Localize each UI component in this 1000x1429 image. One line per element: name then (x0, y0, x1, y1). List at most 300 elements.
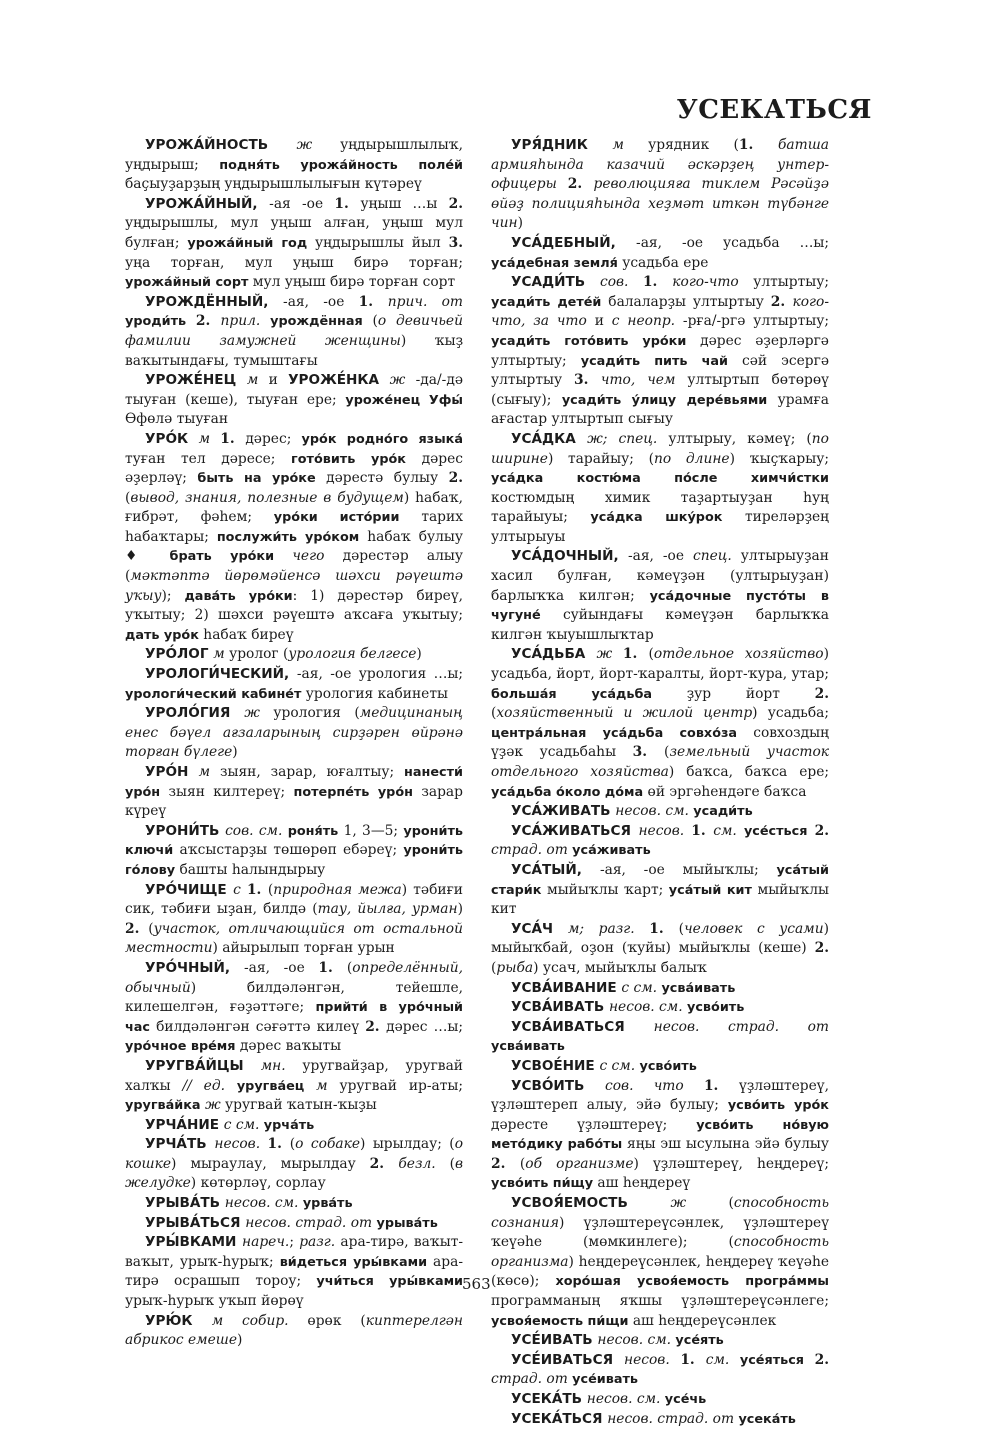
phrase: усво́ить но́вую мето́дику рабо́ты (491, 1117, 829, 1153)
headword: УРЯ́ДНИК (511, 137, 613, 153)
grammar-note: киптерелгән абрикос емеше (125, 1312, 463, 1349)
grammar-note: м собир. (211, 1312, 308, 1329)
dictionary-entry (125, 1312, 463, 1351)
text-run: дәрестә булыу (315, 470, 449, 487)
text-run: дәрес ваҡыты (235, 1038, 342, 1055)
text-run: ( (289, 1136, 296, 1153)
phrase: уро́чное вре́мя (125, 1039, 236, 1055)
text-run: ) көтөрләү, сорлау (190, 1175, 326, 1192)
text-run: өрөк ( (307, 1312, 366, 1329)
phrase: ви́деться уры́вками (279, 1254, 428, 1270)
text-run: -ая, -ое мыйыҡлы; (599, 861, 777, 878)
text-run: зарар күреү (125, 783, 463, 820)
headword: УРО́ЧИЩЕ (145, 881, 234, 898)
text-run (804, 1352, 815, 1368)
text-run: ( (449, 1155, 455, 1172)
text-run: ( (491, 959, 497, 976)
grammar-note: несов. (624, 1351, 681, 1368)
dictionary-entry (491, 1390, 829, 1410)
phrase: усе́сться (743, 823, 808, 839)
phrase: урыва́ть (376, 1215, 438, 1231)
text-run: уңа торған, мул уңыш бирә торған; (125, 254, 463, 271)
text-run: суйындағы кәмеүҙән барлыҡҡа килгән ҡыуышлыҡтар (491, 607, 829, 643)
grammar-note: определённый, обычный (125, 959, 463, 996)
phrase: усво́ить пи́щу (491, 1176, 594, 1192)
sense-number: 2. (448, 470, 463, 487)
grammar-note: нареч. (242, 1234, 290, 1251)
grammar-note: революцияға тиклем Рәсәйҙә өйәҙ полицияһында хеҙмәт иткән түбәнге чин (491, 176, 829, 232)
sense-number: 2. (814, 685, 829, 702)
dictionary-entry (491, 861, 829, 920)
sense-number: 1. (318, 959, 347, 976)
text-run: ; (289, 1234, 300, 1251)
grammar-note: об организме (525, 1155, 634, 1172)
grammar-note: с см. (621, 979, 662, 996)
page-number: 563 (462, 1275, 491, 1293)
phrase: усва́ивать (661, 980, 736, 996)
phrase: усво́ить (639, 1058, 697, 1074)
headword: УРОЛОГИ́ЧЕСКИЙ, (145, 666, 297, 683)
phrase: усвоя́емость пи́щи (491, 1313, 629, 1329)
phrase: урожа́йный сорт (125, 275, 249, 291)
phrase: подня́ть урожа́йность поле́й (219, 157, 463, 173)
phrase: гото́вить уро́к (291, 451, 406, 467)
grammar-note: урология белгесе (288, 646, 417, 663)
grammar-note: человек с усами (684, 920, 824, 937)
sense-number: 1. (246, 881, 268, 898)
grammar-note: м (316, 1077, 340, 1094)
grammar-note: о кошке (125, 1136, 463, 1172)
text-run: дәрестәр алыу ( (125, 548, 464, 585)
grammar-note: кого-что (672, 274, 754, 291)
headword: УСВА́ИВАТЬ (511, 999, 609, 1016)
sense-number: 3. (632, 744, 665, 761)
text-run: урамға ағастар ултыртып сығыу (491, 391, 829, 428)
grammar-note: спец. (692, 548, 741, 565)
sense-number: 2. (448, 195, 463, 212)
text-run: ( (346, 959, 353, 976)
grammar-note: // ед. (182, 1077, 237, 1094)
text-run: ( (148, 920, 154, 937)
text-run: аш һеңдереүсәнлек (628, 1312, 777, 1329)
text-run: ҙур йорт (652, 685, 815, 702)
grammar-note: кого-что, за что (491, 293, 829, 330)
headword: УРЧА́НИЕ (145, 1116, 224, 1133)
text-run: уңдырышлылыҡ, уңдырыш; (125, 137, 463, 173)
headword: УСЕКА́ТЬ (511, 1391, 587, 1407)
text-run: и (594, 313, 612, 330)
text-run: ) мыйыҡбай, оҙон (ҡуйы) мыйыҡлы (кеше) (491, 920, 829, 957)
dictionary-entry (125, 645, 463, 665)
phrase: урча́ть (263, 1117, 315, 1133)
text-run: мул уңыш бирә торған сорт (248, 274, 456, 291)
grammar-note: м (612, 137, 649, 153)
headword: УСА́ЖИВАТЬСЯ (511, 822, 639, 839)
dictionary-entry (125, 822, 463, 881)
text-run: ( (267, 881, 274, 898)
sense-number: 2. (567, 176, 594, 193)
phrase: уругва́йка (125, 1098, 201, 1114)
grammar-note: сов. (599, 274, 643, 291)
grammar-note: способность организма (491, 1234, 829, 1270)
dictionary-entry (491, 1057, 829, 1077)
text-run (274, 548, 292, 564)
text-run: урология ( (273, 705, 360, 722)
text-run: мыйыҡлы ҡарт; (541, 881, 669, 898)
phrase: усе́ивать (572, 1372, 638, 1388)
text-run: уңдырышлы йыл (307, 234, 449, 251)
sense-number: 2. (814, 940, 829, 957)
text-run: ) усач, мыйыҡлы балыҡ (533, 959, 707, 976)
grammar-note: чего (292, 548, 325, 565)
grammar-note: с см. (599, 1057, 640, 1074)
dictionary-entry (491, 1077, 829, 1195)
grammar-note: отдельное хозяйство (653, 646, 824, 663)
text-run: и (268, 372, 289, 389)
text-run: ) ырылдау; ( (360, 1136, 455, 1153)
text-run: совхоздың үҙәк усадьбаһы (491, 724, 829, 761)
text-run: ) һабаҡ, ғибрәт, фәһем; (125, 489, 464, 526)
grammar-note: м; разг. (567, 920, 650, 937)
dictionary-entry (125, 881, 463, 959)
dictionary-entry (491, 1410, 829, 1429)
headword: УРОЖА́ЙНОСТЬ (145, 137, 297, 153)
text-run: ) ҡыҫҡарыу; (729, 450, 830, 467)
text-run: урядник ( (648, 137, 739, 153)
sense-number: 1. (220, 430, 246, 447)
headword: УРО́Н (145, 764, 199, 780)
text-run: усадьба ере (617, 254, 709, 271)
text-run: ара-тирә осрашып тороу; (125, 1253, 463, 1290)
dictionary-entry (491, 802, 829, 822)
grammar-note: тау, йылға, урман (317, 901, 458, 918)
dictionary-entry (125, 430, 463, 646)
dictionary-entry (491, 1351, 829, 1390)
dictionary-entry (125, 293, 463, 371)
text-run: ) айырылып торған урын (212, 940, 395, 957)
phrase: усе́ять (675, 1333, 724, 1349)
grammar-note: с неопр. (611, 313, 683, 330)
phrase: быть на уро́ке (197, 471, 316, 487)
phrase: усе́чь (664, 1392, 707, 1407)
headword: УСВОЯ́ЕМОСТЬ (511, 1195, 671, 1212)
text-run: ) мыраулау, мырылдау (171, 1155, 370, 1172)
headword: УСА́ДОЧНЫЙ, (511, 548, 628, 565)
phrase: дава́ть уро́ки (184, 588, 293, 604)
dictionary-entry (125, 1233, 463, 1311)
text-run: ултырыу, кәмеү; ( (668, 430, 812, 447)
text-run: дәрес әҙерләргә ултыртыу; (491, 332, 829, 369)
sense-number: 2. (770, 293, 793, 310)
text-run: тарих һабаҡтары; (125, 509, 463, 545)
grammar-note: вывод, знания, полезные в будущем (130, 489, 404, 506)
phrase: усади́ть у́лицу дере́вьями (561, 392, 768, 408)
text-run: ) усадьба, йорт, йорт-ҡаралты, йорт-ҡура, утар; (491, 646, 829, 683)
headword: УРОНИ́ТЬ (145, 822, 226, 839)
text-run: ) үҙләштереүсәнлек, үҙләштереү ҡеүәһе (мөмкинлеге); ( (491, 1214, 829, 1251)
grammar-note: ж (670, 1195, 729, 1212)
grammar-note: мн. (260, 1057, 303, 1074)
phrase: уса́дка костю́ма по́сле химчи́стки (491, 471, 829, 487)
phrase: урва́ть (302, 1196, 353, 1212)
headword: УРУГВА́ЙЦЫ (145, 1057, 261, 1074)
dictionary-entry (491, 920, 829, 979)
text-run: мыйыҡлы кит (491, 881, 829, 918)
text-run: башты һалындырыу (175, 861, 326, 878)
phrase: брать уро́ки (169, 549, 275, 565)
grammar-note: природная межа (273, 881, 402, 898)
phrase: уса́дьба о́коло до́ма (491, 784, 644, 800)
phrase: уса́живать (572, 843, 651, 859)
sense-number: 1. (358, 293, 388, 310)
headword: УРОЖЕ́НКА (288, 372, 390, 389)
dictionary-entry (491, 1194, 829, 1331)
headword: УРЧА́ТЬ (145, 1136, 215, 1153)
text-run (807, 823, 814, 839)
grammar-note: о девичьей фамилии замужней женщины (125, 313, 463, 349)
phrase: усади́ть дете́й (491, 294, 602, 310)
text-run: -ая, -ое (627, 548, 693, 565)
sense-number: 1. (334, 195, 361, 212)
text-run: ) билдәләнгән, тейешле, килешелгән, ғәҙәттәге; (125, 979, 463, 1016)
text-run: урология кабинеты (301, 685, 448, 702)
text-run: ) үҙләштереү, һеңдереү; (633, 1155, 829, 1172)
grammar-note: см. (705, 1351, 740, 1368)
dictionary-entry (125, 1194, 463, 1214)
sense-number: 3. (574, 372, 601, 389)
text-run: баҫыуҙарҙың уңдырышлылығын күтәреү (125, 176, 422, 193)
text-run: ) (237, 1332, 243, 1349)
phrase: уса́дебная земля́ (491, 255, 618, 271)
grammar-note: по длине (654, 450, 730, 467)
phrase: усека́ть (738, 1411, 796, 1427)
phrase: усва́ивать (491, 1039, 565, 1055)
text-run (304, 1078, 316, 1094)
text-run: аш һеңдереү (593, 1175, 691, 1192)
text-run: -ая, -ое (243, 959, 319, 976)
phrase: хоро́шая усвоя́емость програ́ммы (555, 1274, 829, 1290)
sense-number: 1. (738, 137, 778, 153)
text-run: ( (519, 1155, 526, 1172)
text-run: уругвай ҡатын-ҡыҙы (225, 1097, 377, 1114)
sense-number: 1. (267, 1136, 290, 1153)
headword: УРО́К (145, 430, 199, 447)
grammar-note: ж (296, 137, 341, 153)
phrase: роня́ть (287, 823, 339, 839)
text-run: билдәләнгән сәғәттә килеү (150, 1018, 366, 1035)
running-head: УСЕКАТЬСЯ (676, 95, 872, 125)
headword: УРЫ́ВКАМИ (145, 1234, 243, 1251)
headword: УСА́ЖИВАТЬ (511, 803, 616, 820)
grammar-note: что, чем (600, 372, 688, 389)
headword: УСВА́ИВАНИЕ (511, 979, 622, 996)
phrase: прийти́ в уро́чный час (125, 1000, 463, 1035)
phrase: усади́ть (693, 804, 753, 820)
phrase: урождённая (270, 314, 363, 330)
phrase: уро́к родно́го языка́ (301, 431, 463, 447)
sense-number: 1. (622, 646, 649, 663)
text-run: яңы эш ысулына эйә булыу (622, 1136, 829, 1153)
dictionary-entry (125, 704, 463, 763)
headword: УСА́ДЕБНЫЙ, (511, 234, 637, 251)
dictionary-entry (491, 1331, 829, 1351)
text-run: ) (416, 646, 422, 663)
text-run: аҡсыстарҙы төшөрөп ебәреү; (173, 842, 404, 859)
dictionary-entry (491, 273, 829, 430)
grammar-note: с см. (223, 1116, 264, 1133)
grammar-note: о собаке (295, 1136, 360, 1153)
dictionary-entry (125, 371, 463, 430)
phrase: усво́ить уро́к (727, 1098, 829, 1114)
phrase: урони́ть го́лову (125, 843, 463, 878)
text-run: үҙләштереү, үҙләштереп алыу, эйә булыу; (491, 1077, 829, 1114)
grammar-note: несов. страд. от (653, 1018, 829, 1035)
headword: УСЕ́ИВАТЬ (511, 1332, 598, 1349)
sense-number: 1. (649, 920, 679, 937)
sense-number: 1. (642, 274, 673, 291)
headword: УСЕ́ИВАТЬСЯ (511, 1351, 625, 1368)
dictionary-entry (125, 1057, 463, 1116)
text-run: ( (678, 920, 685, 937)
grammar-note: м (198, 764, 220, 780)
text-run: ) тарайыу; ( (547, 450, 655, 467)
left-column (125, 136, 463, 1351)
text-run: уролог ( (229, 646, 289, 663)
phrase: потерпе́ть уро́н (293, 784, 413, 800)
headword: УСА́Ч (511, 920, 568, 937)
text-run: балаларҙы ултыртыу (601, 293, 771, 310)
dictionary-entry (491, 430, 829, 548)
text-run: зыян килтереү; (160, 783, 294, 800)
text-run: һабаҡ булыу ♦ (125, 528, 463, 565)
headword: УСАДИ́ТЬ (511, 274, 600, 291)
text-run: -ая -ое (269, 195, 335, 212)
text-run: ) (517, 215, 523, 232)
text-run: ултыртыу; (753, 274, 829, 291)
headword: УСЕКА́ТЬСЯ (511, 1410, 608, 1427)
text-run: : 1) дәрестәр биреү, уҡытыу; 2) шәхси рәүештә аҡсаға уҡытыу; (125, 587, 463, 624)
headword: УСВО́ИТЬ (511, 1077, 605, 1094)
phrase: уругва́ец (236, 1078, 305, 1094)
phrase: уроже́нец Уфы́ (345, 392, 463, 408)
grammar-note: мәктәптә йөрөмәйенсә шәхси рәүештә уҡыу (125, 568, 463, 604)
sense-number: 2. (195, 313, 221, 330)
dictionary-entry (125, 959, 463, 1057)
text-run: костюмдың химик таҙартыуҙан һуң тарайыуы; (491, 489, 829, 526)
dictionary-entry (125, 763, 463, 822)
headword: УРОЖЕ́НЕЦ (145, 372, 247, 389)
grammar-note: несов. страд. от (245, 1214, 377, 1231)
text-run: Өфөлә тыуған (125, 411, 229, 428)
dictionary-entry (491, 234, 829, 273)
grammar-note: м (213, 646, 230, 663)
text-run: ) һеңдереүсәнлек, һеңдереү ҡеүәһе (көсө); (491, 1253, 829, 1290)
text-run: -рға/-ргә ултыртыу; (682, 313, 829, 330)
phrase: усади́ть пить чай (580, 353, 728, 369)
text-run: -ая, -ое урология …ы; (296, 666, 463, 683)
grammar-note: безл. (398, 1155, 450, 1172)
headword: УРО́ЧНЫЙ, (145, 959, 244, 976)
text-run: урыҡ-һурыҡ уҡып йөрөү (125, 1293, 304, 1310)
headword: УРО́ЛОГ (145, 646, 214, 663)
grammar-note: земельный участок отдельного хозяйства (491, 744, 829, 780)
headword: УРОЖДЁННЫЙ, (145, 293, 284, 310)
grammar-note: в желудке (125, 1155, 463, 1192)
text-run: ) усадьба; (752, 705, 829, 722)
grammar-note: прич. от (387, 293, 463, 310)
text-run: һабаҡ биреү (198, 626, 294, 643)
text-run: ) баҡса, баҡса ере; (668, 764, 830, 780)
headword: УСВОЕ́НИЕ (511, 1057, 600, 1074)
sense-number: 2. (125, 920, 149, 937)
dictionary-entry (125, 1116, 463, 1136)
phrase: уса́дочные пусто́ты в чугуне́ (491, 588, 829, 624)
grammar-note: сов. что (605, 1077, 704, 1094)
text-run: ) ҡыҙ ваҡытындағы, тумыштағы (125, 332, 464, 369)
sense-number: 2. (814, 822, 829, 839)
phrase: больша́я уса́дьба (491, 686, 653, 702)
grammar-note: батша армияһында казачий әскәрҙең унтер-офицеры (491, 137, 829, 193)
text-run: ( (125, 489, 131, 506)
headword: УРОЛО́ГИЯ (145, 705, 245, 722)
phrase: уроди́ть (125, 314, 187, 330)
grammar-note: несов. см. (597, 1332, 676, 1349)
grammar-note: ж (596, 646, 623, 663)
headword: УРЫВА́ТЬСЯ (145, 1214, 246, 1231)
text-run: тиреләрҙең ултырыуы (491, 509, 829, 545)
sense-number: 3. (448, 234, 463, 251)
dictionary-entry (491, 136, 829, 234)
text-run: өй эргәһендәге баҡса (643, 783, 807, 800)
grammar-note: несов. см. (586, 1391, 665, 1407)
dictionary-entry (491, 822, 829, 861)
dictionary-entry (125, 1135, 463, 1194)
sense-number: 2. (369, 1155, 399, 1172)
grammar-note: по ширине (491, 430, 829, 467)
phrase: усе́яться (739, 1352, 805, 1368)
dictionary-entry (125, 136, 463, 195)
grammar-note: ж (389, 372, 416, 389)
phrase: уса́дка шку́рок (590, 510, 723, 526)
sense-number: 1. (703, 1077, 740, 1094)
grammar-note: с (233, 881, 247, 898)
dictionary-entry (491, 998, 829, 1018)
sense-number: 1. (691, 822, 714, 839)
grammar-note: страд. от (491, 1371, 573, 1388)
phrase: уса́тый стари́к (491, 862, 829, 898)
text-run: дәрес; (245, 430, 302, 447)
headword: УСА́ДЬБА (511, 646, 597, 663)
text-run: дәрес …ы; (386, 1018, 463, 1035)
phrase: усади́ть гото́вить уро́ки (491, 333, 687, 349)
text-run: ( (362, 313, 378, 330)
dictionary-entry (491, 1018, 829, 1057)
text-run (186, 313, 196, 329)
text-run: ( (728, 1195, 734, 1212)
text-run: ) тәбиғи сик, тәбиғи ыҙан, билдә ( (125, 881, 463, 918)
text-run: ултыртып бөтөрөү (сығыу); (491, 372, 829, 408)
text-run: -ая, -ое усадьба …ы; (636, 234, 829, 251)
grammar-note: хозяйственный и жилой центр (496, 705, 753, 722)
phrase: центра́льная уса́дьба совхо́за (491, 725, 738, 741)
headword: УСВА́ИВАТЬСЯ (511, 1018, 654, 1035)
text-run: уңыш …ы (360, 195, 449, 212)
grammar-note: м (198, 430, 221, 447)
sense-number: 2. (814, 1351, 830, 1368)
sense-number: 1. (680, 1351, 706, 1368)
text-run: 1, 3—5; (338, 822, 404, 839)
grammar-note: несов. (638, 822, 692, 839)
